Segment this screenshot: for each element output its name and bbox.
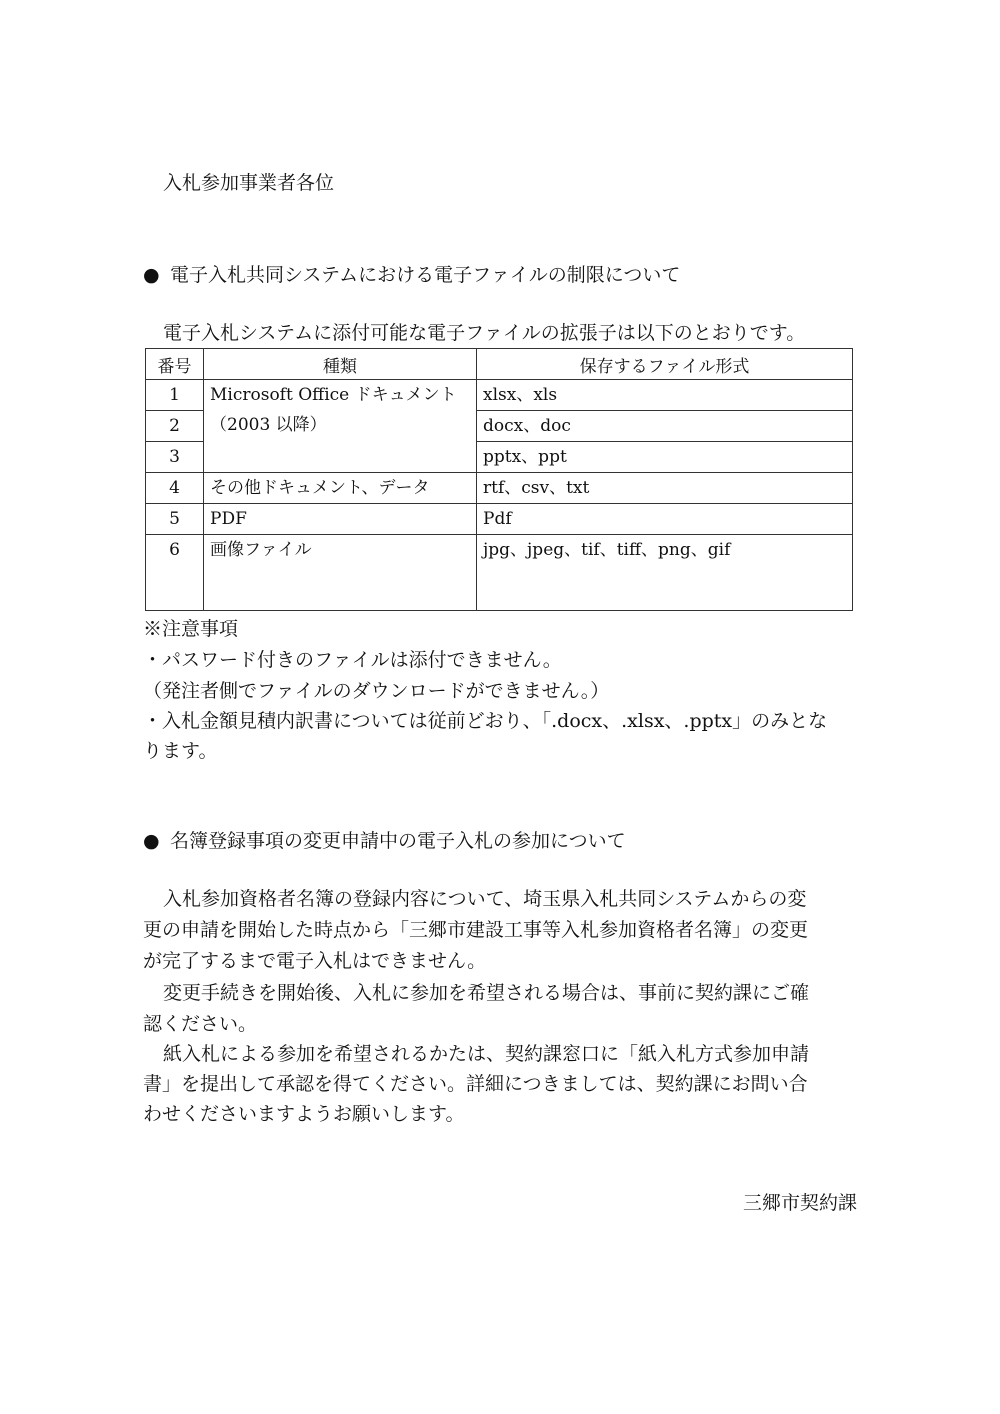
file-format-table [145, 348, 853, 611]
section1-bullet: ● [143, 264, 160, 286]
row-format: rtf、csv、txt [477, 473, 853, 504]
note-estimate-line1: ・入札金額見積内訳書については従前どおり、「.docx、.xlsx、.pptx」のみとな [143, 710, 828, 732]
note-password-sub: （発注者側でファイルのダウンロードができません。） [143, 680, 610, 702]
table-header-row [146, 349, 853, 380]
row-format: xlsx、xls [477, 380, 853, 411]
section1-heading: 電子入札共同システムにおける電子ファイルの制限について [170, 264, 681, 286]
section2-line: 更の申請を開始した時点から「三郷市建設工事等入札参加資格者名簿」の変更 [143, 919, 809, 941]
table-row [146, 473, 853, 504]
row-format: docx、doc [477, 411, 853, 442]
header-format: 保存するファイル形式 [477, 349, 853, 380]
section1-intro: 電子入札システムに添付可能な電子ファイルの拡張子は以下のとおりです。 [163, 322, 806, 344]
section2-line: 認ください。 [143, 1013, 258, 1035]
table-row [146, 380, 853, 411]
row-type: その他ドキュメント、データ [204, 473, 477, 504]
notes-title: ※注意事項 [143, 618, 239, 640]
row-format: pptx、ppt [477, 442, 853, 473]
header-type: 種類 [204, 349, 477, 380]
section2-line: 書」を提出して承認を得てください。詳細につきましては、契約課にお問い合 [143, 1073, 808, 1095]
row-number: 4 [146, 473, 204, 504]
office-type-line2: （2003 以降） [210, 415, 327, 435]
row-number: 1 [146, 380, 204, 411]
signature: 三郷市契約課 [742, 1192, 857, 1214]
row-number: 6 [146, 535, 204, 611]
section2-heading: 名簿登録事項の変更申請中の電子入札の参加について [170, 830, 626, 852]
row-format: jpg、jpeg、tif、tiff、png、gif [477, 535, 853, 611]
row-type-office [204, 380, 477, 473]
header-number: 番号 [146, 349, 204, 380]
office-type-line1: Microsoft Office ドキュメント [210, 385, 457, 405]
row-type: PDF [204, 504, 477, 535]
section2-bullet: ● [143, 830, 160, 852]
section2-line: 紙入札による参加を希望されるかたは、契約課窓口に「紙入札方式参加申請 [163, 1043, 810, 1065]
section2-line: が完了するまで電子入札はできません。 [143, 950, 487, 972]
row-number: 5 [146, 504, 204, 535]
note-password: ・パスワード付きのファイルは添付できません。 [143, 649, 562, 671]
row-number: 3 [146, 442, 204, 473]
section2-line: わせくださいますようお願いします。 [143, 1103, 465, 1125]
table-row [146, 504, 853, 535]
row-number: 2 [146, 411, 204, 442]
table-row [146, 535, 853, 611]
row-format: Pdf [477, 504, 853, 535]
section2-line: 入札参加資格者名簿の登録内容について、埼玉県入札共同システムからの変 [163, 888, 807, 910]
row-type: 画像ファイル [204, 535, 477, 611]
section2-line: 変更手続きを開始後、入札に参加を希望される場合は、事前に契約課にご確 [163, 982, 810, 1004]
note-estimate-line2: ります。 [143, 740, 218, 762]
addressee: 入札参加事業者各位 [163, 172, 335, 194]
